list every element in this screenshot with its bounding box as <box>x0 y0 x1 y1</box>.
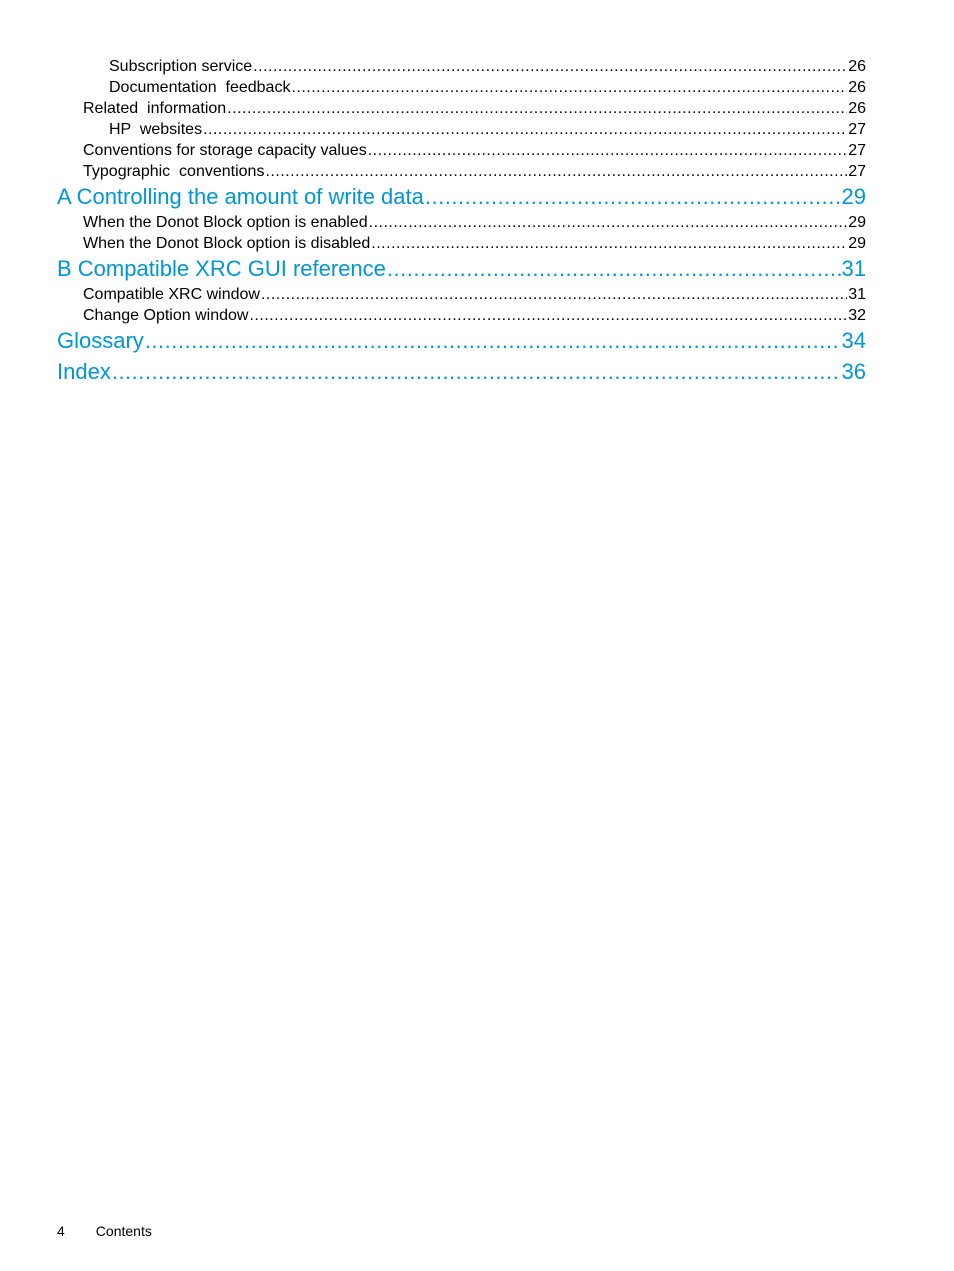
dot-leader <box>369 212 848 233</box>
toc-entry-conventions-storage-capacity[interactable] <box>83 140 866 161</box>
dot-leader <box>291 77 847 98</box>
toc-entry-label: Compatible XRC window <box>83 286 260 303</box>
toc-entry-label: When the Donot Block option is disabled <box>83 235 371 252</box>
toc-entry-page: 26 <box>848 79 866 96</box>
toc-entry-page: 31 <box>841 256 866 281</box>
dot-leader <box>368 140 847 161</box>
toc-chapter-index[interactable] <box>57 357 866 387</box>
toc-entry-change-option-window[interactable] <box>83 305 866 326</box>
dot-leader <box>145 326 841 356</box>
toc-entry-page: 29 <box>848 214 866 231</box>
toc-entry-typographic-conventions[interactable] <box>83 161 866 182</box>
toc-entry-label: B Compatible XRC GUI reference <box>57 256 386 281</box>
toc-entry-page: 34 <box>841 328 866 353</box>
footer-section-title: Contents <box>95 1223 152 1239</box>
dot-leader <box>253 56 847 77</box>
toc-entry-page: 36 <box>841 359 866 384</box>
toc-entry-label: Conventions for storage capacity values <box>83 142 367 159</box>
toc-entry-label: Glossary <box>57 328 144 353</box>
footer-page-number: 4 <box>57 1223 65 1239</box>
toc-entry-label: Index <box>57 359 111 384</box>
dot-leader <box>203 119 847 140</box>
toc-entry-page: 27 <box>848 163 866 180</box>
toc-entry-label: Typographic conventions <box>83 163 265 180</box>
dot-leader <box>249 305 847 326</box>
toc-entry-page: 32 <box>848 307 866 324</box>
toc-entry-page: 26 <box>848 58 866 75</box>
toc-entry-donot-block-disabled[interactable] <box>83 233 866 254</box>
toc-entry-label: Related information <box>83 100 227 117</box>
toc-entry-documentation-feedback[interactable] <box>109 77 866 98</box>
toc-entry-label: When the Donot Block option is enabled <box>83 214 368 231</box>
dot-leader <box>261 284 847 305</box>
toc-entry-label: HP websites <box>109 121 203 138</box>
dot-leader <box>371 233 847 254</box>
toc-entry-label: Change Option window <box>83 307 249 324</box>
page-footer <box>57 1223 152 1239</box>
toc-entry-hp-websites[interactable] <box>109 119 866 140</box>
dot-leader <box>265 161 847 182</box>
toc-entry-page: 31 <box>848 286 866 303</box>
toc-entry-page: 29 <box>841 184 866 209</box>
toc-chapter-glossary[interactable] <box>57 326 866 356</box>
toc-entry-page: 29 <box>848 235 866 252</box>
toc-entry-label: Documentation feedback <box>109 79 291 96</box>
toc-entry-page: 27 <box>848 121 866 138</box>
toc-entry-compatible-xrc-window[interactable] <box>83 284 866 305</box>
dot-leader <box>425 182 841 212</box>
toc-entry-label: A Controlling the amount of write data <box>57 184 424 209</box>
toc-entry-related-information[interactable] <box>83 98 866 119</box>
dot-leader <box>387 254 841 284</box>
dot-leader <box>227 98 847 119</box>
toc-chapter-b-compatible-xrc-gui[interactable] <box>57 254 866 284</box>
toc-chapter-a-controlling-write-data[interactable] <box>57 182 866 212</box>
toc-entry-page: 26 <box>848 100 866 117</box>
toc-entry-page: 27 <box>848 142 866 159</box>
toc-entry-label: Subscription service <box>109 58 253 75</box>
toc-entry-subscription-service[interactable] <box>109 56 866 77</box>
dot-leader <box>112 357 841 387</box>
toc-entry-donot-block-enabled[interactable] <box>83 212 866 233</box>
